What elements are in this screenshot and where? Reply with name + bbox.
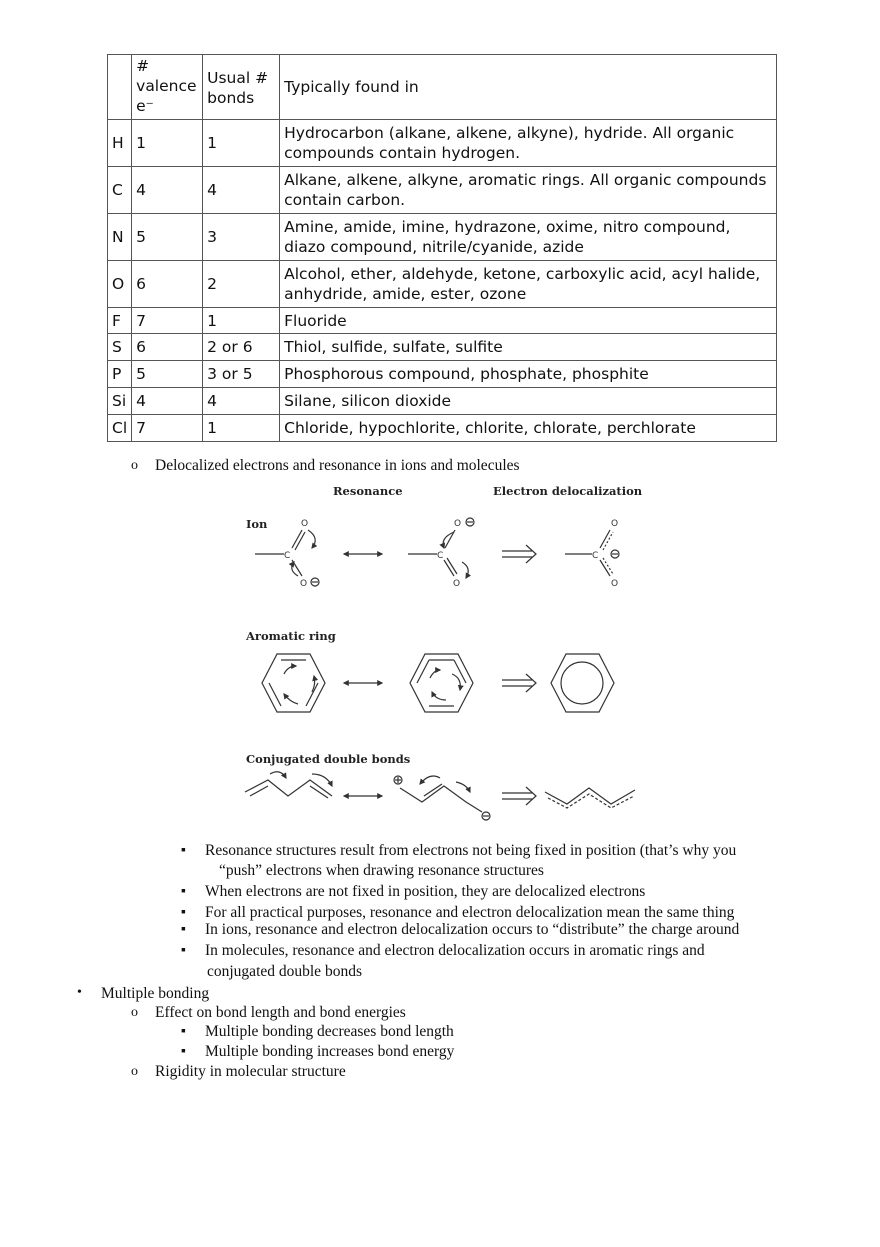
resonance-point-5-line-1: In molecules, resonance and electron delocalization occurs in aromatic rings and <box>205 942 705 959</box>
bullet-marker: • <box>77 985 82 1000</box>
resonance-point-3: For all practical purposes, resonance and electron delocalization mean the same thing <box>205 904 735 921</box>
cell-found: Alcohol, ether, aldehyde, ketone, carboxylic acid, acyl halide, anhydride, amide, ester, ozone <box>280 261 777 308</box>
svg-text:C: C <box>437 551 444 561</box>
table-row <box>108 308 777 334</box>
square-bullet-marker: ▪ <box>181 843 186 858</box>
header-bonds <box>203 55 280 120</box>
sub-bullet-marker: o <box>131 1005 138 1020</box>
implies-arrow <box>502 787 536 805</box>
effect-heading: Effect on bond length and bond energies <box>155 1004 406 1021</box>
benzene-2 <box>410 654 473 712</box>
cell-bonds: 1 <box>203 308 280 334</box>
cell-valence: 5 <box>132 214 203 261</box>
table-row <box>108 361 777 388</box>
header-found: Typically found in <box>280 55 777 120</box>
multiple-bonding-heading: Multiple bonding <box>101 985 210 1002</box>
cell-valence: 7 <box>132 308 203 334</box>
valence-table <box>107 54 777 442</box>
cell-valence: 5 <box>132 361 203 388</box>
cell-element: C <box>108 167 132 214</box>
square-bullet-marker: ▪ <box>181 943 186 958</box>
cell-element: F <box>108 308 132 334</box>
cell-valence: 4 <box>132 167 203 214</box>
cell-found: Silane, silicon dioxide <box>280 388 777 415</box>
figure-drawing <box>240 478 643 828</box>
sub-bullet-marker: o <box>131 458 138 473</box>
header-valence <box>132 55 203 120</box>
table-row <box>108 334 777 361</box>
cell-found: Amine, amide, imine, hydrazone, oxime, nitro compound, diazo compound, nitrile/cyanide, azide <box>280 214 777 261</box>
cell-bonds: 3 <box>203 214 280 261</box>
rigidity-heading: Rigidity in molecular structure <box>155 1063 346 1080</box>
square-bullet-marker: ▪ <box>181 1024 186 1039</box>
cell-valence: 6 <box>132 334 203 361</box>
ion-delocalized <box>565 519 619 589</box>
cell-bonds: 2 or 6 <box>203 334 280 361</box>
svg-text:O: O <box>453 579 461 589</box>
table-row <box>108 415 777 442</box>
resonance-point-1-line-1: Resonance structures result from electrons not being fixed in position (that’s why you <box>205 842 737 859</box>
diene-2 <box>394 776 490 820</box>
cell-bonds: 1 <box>203 415 280 442</box>
figure-col-resonance: Resonance <box>333 484 403 498</box>
table-row <box>108 214 777 261</box>
delocalized-heading: Delocalized electrons and resonance in ions and molecules <box>155 457 520 474</box>
resonance-point-1-line-2: “push” electrons when drawing resonance structures <box>219 862 544 879</box>
cell-element: P <box>108 361 132 388</box>
cell-found: Thiol, sulfide, sulfate, sulfite <box>280 334 777 361</box>
svg-text:O: O <box>611 519 619 529</box>
svg-text:O: O <box>300 579 308 589</box>
figure-row-aromatic: Aromatic ring <box>246 629 336 643</box>
cell-bonds: 4 <box>203 388 280 415</box>
effect-point-2: Multiple bonding increases bond energy <box>205 1043 455 1060</box>
benzene-delocalized <box>551 654 614 712</box>
cell-found: Hydrocarbon (alkane, alkene, alkyne), hydride. All organic compounds contain hydrogen. <box>280 120 777 167</box>
cell-bonds: 1 <box>203 120 280 167</box>
table-row <box>108 388 777 415</box>
effect-point-1: Multiple bonding decreases bond length <box>205 1023 454 1040</box>
benzene-1 <box>262 654 325 712</box>
cell-element: S <box>108 334 132 361</box>
header-bonds-text: Usual # bonds <box>207 69 269 107</box>
ion-structure-2 <box>408 518 474 589</box>
table-row <box>108 261 777 308</box>
svg-text:O: O <box>454 519 462 529</box>
cell-found: Fluoride <box>280 308 777 334</box>
figure-row-ion: Ion <box>246 517 268 531</box>
cell-element: N <box>108 214 132 261</box>
figure-col-delocalization: Electron delocalization <box>493 484 643 498</box>
svg-text:C: C <box>592 551 599 561</box>
resonance-figure <box>240 478 643 828</box>
diene-delocalized <box>545 788 635 808</box>
svg-text:C: C <box>284 551 291 561</box>
square-bullet-marker: ▪ <box>181 922 186 937</box>
cell-valence: 1 <box>132 120 203 167</box>
cell-element: H <box>108 120 132 167</box>
cell-found: Phosphorous compound, phosphate, phosphite <box>280 361 777 388</box>
cell-element: Si <box>108 388 132 415</box>
cell-element: O <box>108 261 132 308</box>
cell-valence: 6 <box>132 261 203 308</box>
sub-bullet-marker: o <box>131 1064 138 1079</box>
header-element <box>108 55 132 120</box>
implies-arrow <box>502 674 536 692</box>
ion-structure-1 <box>255 519 319 589</box>
cell-bonds: 2 <box>203 261 280 308</box>
cell-found: Chloride, hypochlorite, chlorite, chlorate, perchlorate <box>280 415 777 442</box>
table-row <box>108 120 777 167</box>
svg-text:O: O <box>611 579 619 589</box>
svg-text:O: O <box>301 519 309 529</box>
cell-bonds: 3 or 5 <box>203 361 280 388</box>
resonance-point-2: When electrons are not fixed in position, they are delocalized electrons <box>205 883 646 900</box>
figure-row-conjugated: Conjugated double bonds <box>246 752 411 766</box>
square-bullet-marker: ▪ <box>181 1044 186 1059</box>
square-bullet-marker: ▪ <box>181 884 186 899</box>
resonance-point-5-line-2: conjugated double bonds <box>207 963 362 980</box>
cell-bonds: 4 <box>203 167 280 214</box>
cell-element: Cl <box>108 415 132 442</box>
table-header-row <box>108 55 777 120</box>
table-row <box>108 167 777 214</box>
resonance-point-4: In ions, resonance and electron delocalization occurs to “distribute” the charge around <box>205 921 740 938</box>
implies-arrow <box>502 545 536 563</box>
header-valence-text: # valence e⁻ <box>136 57 197 115</box>
diene-1 <box>245 772 332 798</box>
cell-found: Alkane, alkene, alkyne, aromatic rings. All organic compounds contain carbon. <box>280 167 777 214</box>
square-bullet-marker: ▪ <box>181 905 186 920</box>
cell-valence: 7 <box>132 415 203 442</box>
cell-valence: 4 <box>132 388 203 415</box>
